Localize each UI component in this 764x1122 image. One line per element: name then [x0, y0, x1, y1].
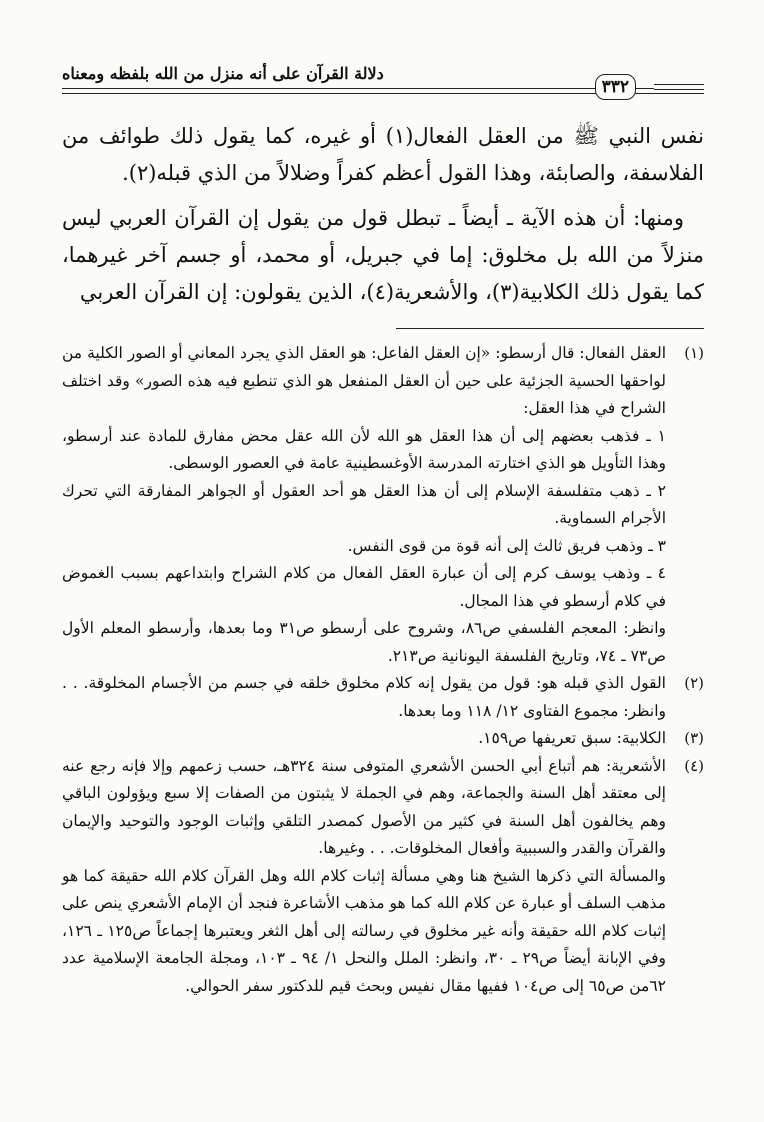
footnote-separator	[396, 328, 704, 329]
footnote-paragraph: العقل الفعال: قال أرسطو: «إن العقل الفاعل: هو العقل الذي يجرد المعاني أو الصور الكلية من لواحقها الحسية الجزئية على حين أن العقل المنفعل هو الذي تنطبع فيه هذه الصور» وقد اختلف الشراح في هذا العقل:	[62, 344, 666, 417]
footnotes	[62, 340, 704, 1000]
footnote-paragraph: ٤ ـ وذهب يوسف كرم إلى أن عبارة العقل الفعال من كلام الشراح وابتداعهم بسبب الغموض في كلام أرسطو في هذا المجال.	[62, 564, 666, 610]
footnote-paragraph: ١ ـ فذهب بعضهم إلى أن هذا العقل هو الله لأن الله عقل محض مفارق للمادة عند أرسطو، وهذا التأويل هو الذي اختارته المدرسة الأوغسطينية عامة في العصور الوسطى.	[62, 426, 666, 472]
main-paragraph-1: نفس النبي ﷺ من العقل الفعال(١) أو غيره، كما يقول ذلك طوائف من الفلاسفة، والصابئة، وهذا القول أعظم كفراً وضلالاً من الذي قبله(٢).	[62, 124, 705, 185]
footnote-1	[62, 340, 704, 670]
footnote-4	[62, 753, 704, 1001]
page-header	[62, 58, 704, 98]
footnote-paragraph: وانظر: المعجم الفلسفي ص٨٦، وشروح على أرسطو ص٣١ وما بعدها، وأرسطو المعلم الأول ص٧٣ ـ ٧٤، وتاريخ الفلسفة اليونانية ص٢١٣.	[62, 619, 666, 665]
footnote-body	[62, 753, 666, 1001]
footnote-paragraph: القول الذي قبله هو: قول من يقول إنه كلام مخلوق خلقه في جسم من الأجسام المخلوقة. . . وانظر: مجموع الفتاوى ١٢/ ١١٨ وما بعدها.	[62, 674, 666, 720]
footnote-paragraph: الكلابية: سبق تعريفها ص١٥٩.	[478, 729, 666, 747]
running-title: دلالة القرآن على أنه منزل من الله بلفظه ومعناه	[62, 64, 392, 83]
main-paragraph-2: ومنها: أن هذه الآية ـ أيضاً ـ تبطل قول من يقول إن القرآن العربي ليس منزلاً من الله بل مخلوق: إما في جبريل، أو محمد، أو جسم آخر غيرهما، كما يقول ذلك الكلابية(٣)، والأشعرية(٤)، الذين يقولون: إن القرآن العربي	[62, 206, 704, 304]
footnote-paragraph: الأشعرية: هم أتباع أبي الحسن الأشعري المتوفى سنة ٣٢٤هـ، حسب زعمهم وإلا فإنه رجع عنه إلى معتقد أهل السنة والجماعة، وهم في الجملة لا يثبتون من الصفات إلا سبع ويؤولون الباقي وهم يخالفون أهل السنة في كثير من الأصول كمصدر التلقي وإثبات الوجود والتوحيد والإيمان والقرآن والقدر والسببية وأفعال المخلوقات. . . وغيرها.	[62, 756, 666, 857]
footnote-body	[62, 725, 666, 753]
page-number: ٣٣٢	[595, 74, 636, 100]
footnote-body	[62, 340, 666, 670]
footnote-number: (٢)	[684, 674, 704, 692]
main-text	[62, 118, 704, 319]
footnote-2	[62, 670, 704, 725]
footnote-number: (١)	[684, 344, 704, 362]
footnote-3	[62, 725, 704, 753]
header-ornament-rule	[654, 84, 704, 90]
footnote-paragraph: ٢ ـ ذهب متفلسفة الإسلام إلى أن هذا العقل هو أحد العقول أو الجواهر المفارقة التي تحرك الأجرام السماوية.	[62, 481, 666, 527]
footnote-body	[62, 670, 666, 725]
footnote-number: (٣)	[684, 729, 704, 747]
footnote-paragraph: ٣ ـ وذهب فريق ثالث إلى أنه قوة من قوى النفس.	[347, 536, 666, 555]
footnote-paragraph: والمسألة التي ذكرها الشيخ هنا وهي مسألة إثبات كلام الله وهل القرآن كلام الله حقيقة كما هو مذهب السلف أو عبارة عن كلام الله كما هو مذهب الأشاعرة فنجد أن الإمام الأشعري ينص على إثبات كلام الله حقيقة وأنه غير مخلوق في رسالته إلى أهل الثغر ويعتبرها إجماعاً ص١٢٥ ـ ١٢٦، وفي الإبانة أيضاً ص٢٩ ـ ٣٠، وانظر: الملل والنحل ١/ ٩٤ ـ ١٠٣، ومجلة الجامعة الإسلامية عدد ٦٢من ص٦٥ إلى ص١٠٤ ففيها مقال نفيس وبحث قيم للدكتور سفر الحوالي.	[62, 866, 666, 995]
footnote-number: (٤)	[684, 756, 704, 775]
